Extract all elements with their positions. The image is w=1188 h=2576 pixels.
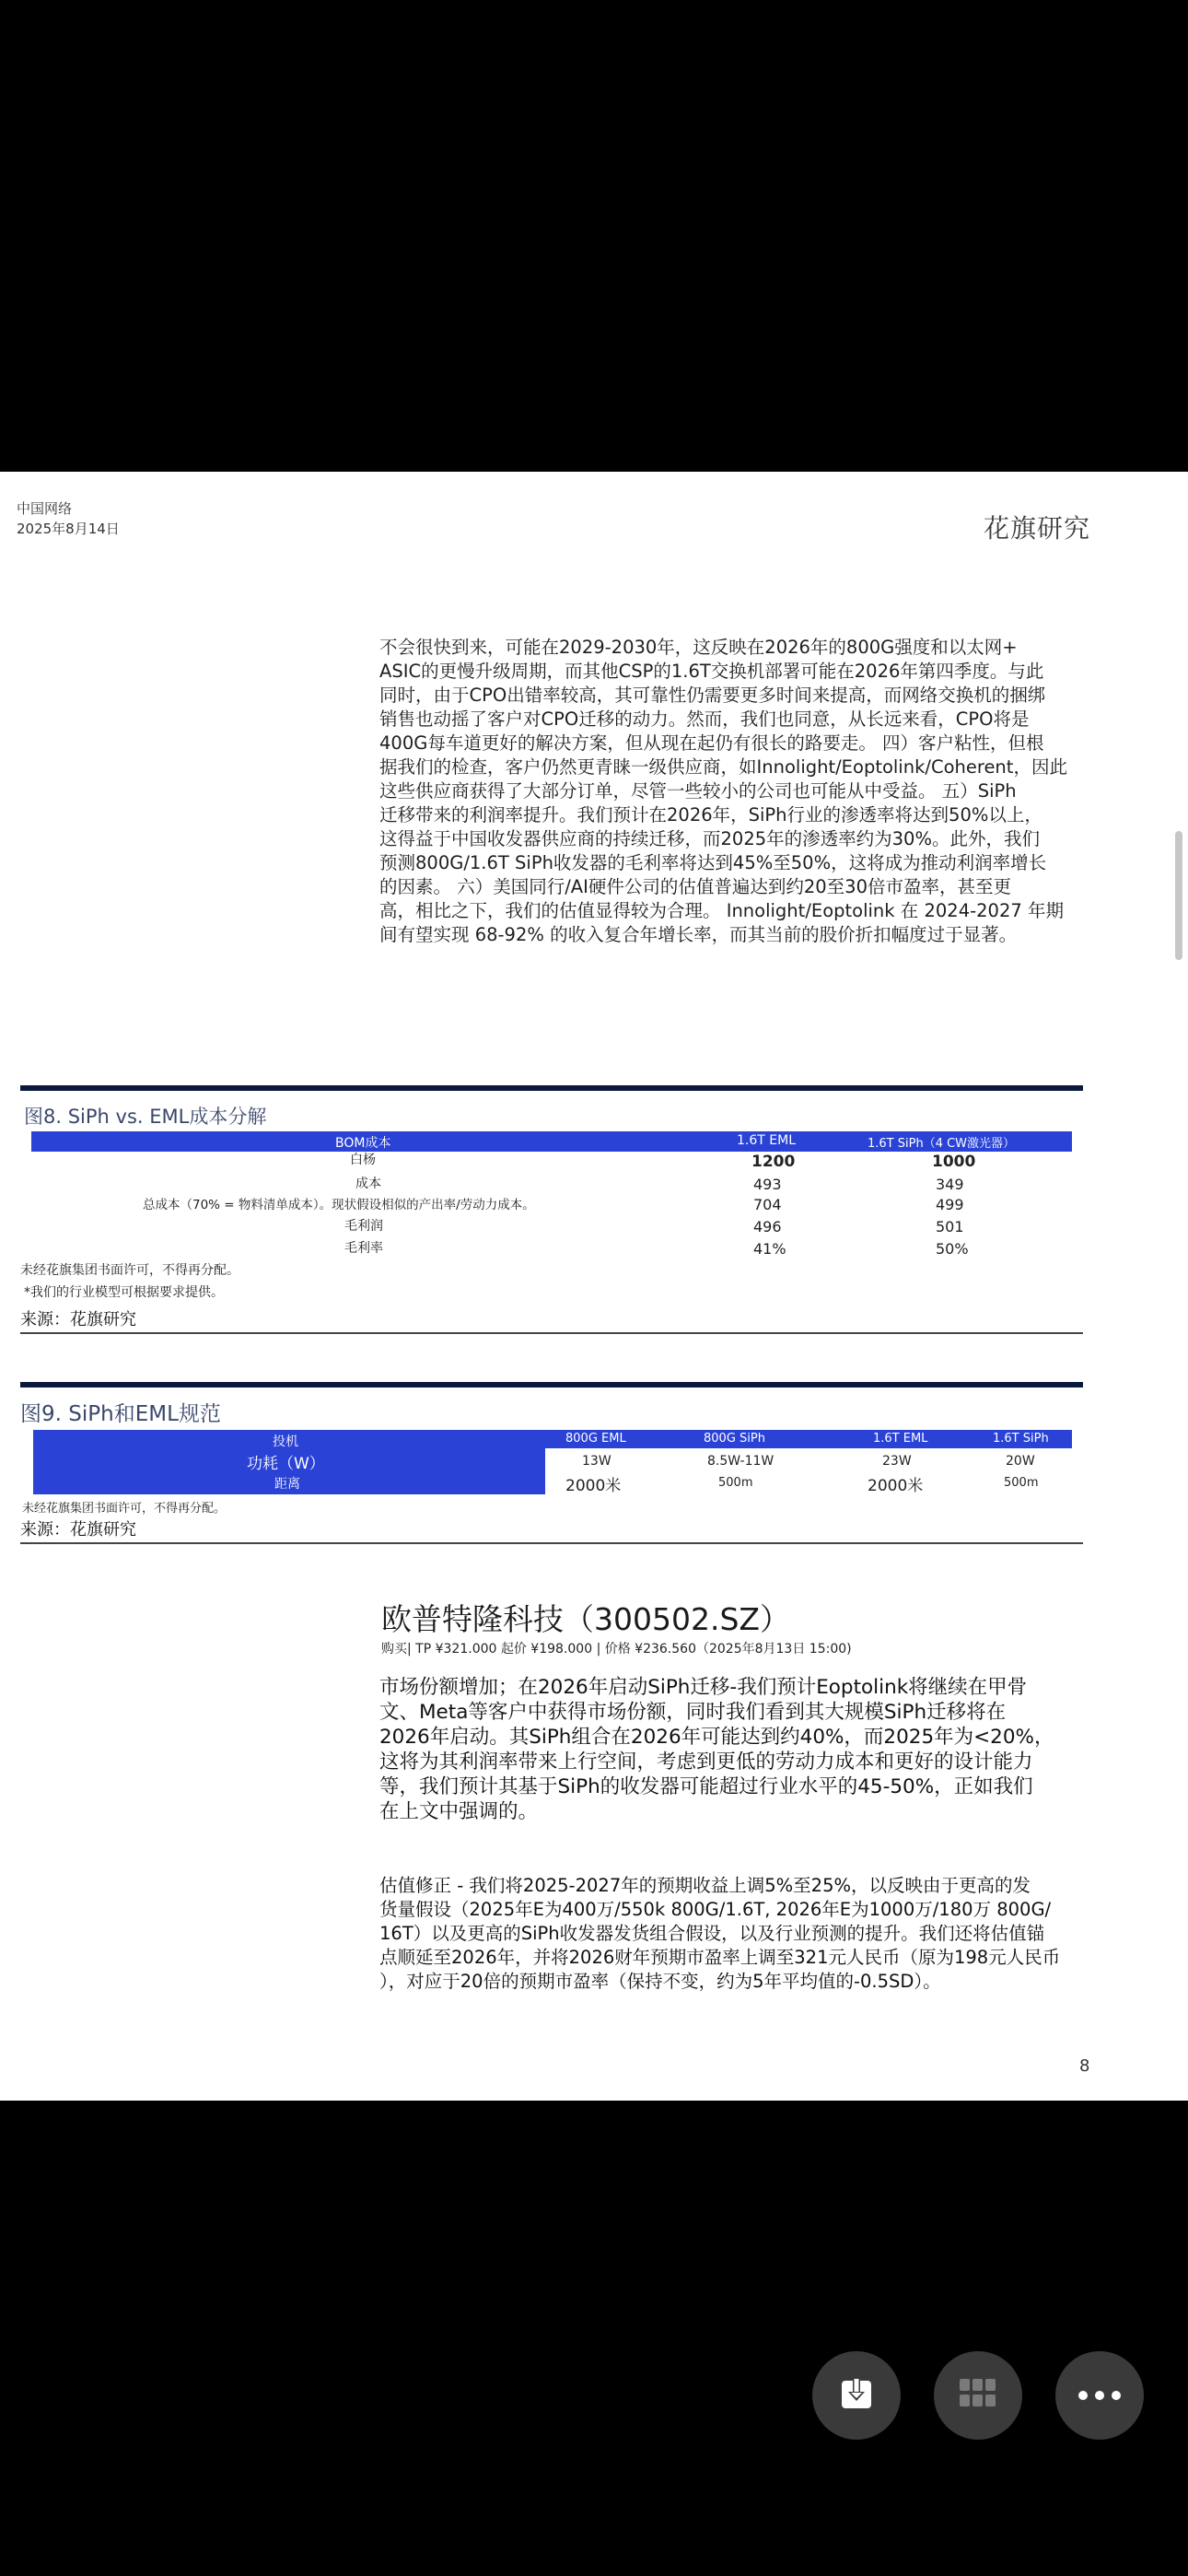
para-line: 点顺延至2026年，并将2026财年预期市盈率上调至321元人民币（原为198元人民币 bbox=[379, 1947, 1061, 1968]
fig9-col-header: 1.6T EML bbox=[873, 1432, 928, 1446]
intro-line: 这得益于中国收发器供应商的持续迁移，而2025年的渗透率约为30%。此外，我们 bbox=[379, 828, 1040, 849]
fig8-source: 来源：花旗研究 bbox=[20, 1310, 136, 1329]
intro-line: 销售也动摇了客户对CPO迁移的动力。然而，我们也同意，从长远来看，CPO将是 bbox=[379, 708, 1030, 730]
intro-line: 同时，由于CPO出错率较高，其可靠性仍需要更多时间来提高，而网络交换机的捆绑 bbox=[379, 685, 1046, 706]
fig8-cell: 1000 bbox=[932, 1153, 976, 1171]
fig9-header-row bbox=[545, 1430, 1072, 1448]
fig9-label-block bbox=[33, 1430, 545, 1494]
fig9-cell: 23W bbox=[882, 1454, 912, 1469]
intro-line: ASIC的更慢升级周期，而其他CSP的1.6T交换机部署可能在2026年第四季度。与此 bbox=[379, 661, 1044, 682]
grid-view-button[interactable] bbox=[934, 2351, 1022, 2440]
company-paragraph-1 bbox=[379, 1675, 1083, 1824]
intro-line: 的因素。 六）美国同行/AI硬件公司的估值普遍达到约20至30倍市盈率，甚至更 bbox=[379, 876, 1011, 897]
fig8-cell: 496 bbox=[753, 1218, 782, 1235]
para-line: 这将为其利润率带来上行空间，考虑到更低的劳动力成本和更好的设计能力 bbox=[379, 1751, 1033, 1774]
fig8-header-row bbox=[31, 1131, 1072, 1152]
fig8-header-siph: 1.6T SiPh（4 CW激光器） bbox=[868, 1137, 1016, 1151]
intro-line: 400G每车道更好的解决方案，但从现在起仍有很长的路要走。 四）客户粘性，但根 bbox=[379, 732, 1044, 754]
para-line: 在上文中强调的。 bbox=[379, 1800, 539, 1823]
fig8-cell: 501 bbox=[936, 1218, 964, 1235]
fig9-col-header: 800G SiPh bbox=[704, 1432, 765, 1446]
header-source: 中国网络 bbox=[17, 500, 73, 517]
document-page bbox=[0, 472, 1188, 2101]
para-line: 等，我们预计其基于SiPh的收发器可能超过行业水平的45-50%，正如我们 bbox=[379, 1775, 1033, 1798]
brand-logo: 花旗研究 bbox=[984, 513, 1091, 544]
intro-line: 不会很快到来，可能在2029-2030年，这反映在2026年的800G强度和以太网+ bbox=[379, 637, 1018, 658]
fig8-header-eml: 1.6T EML bbox=[737, 1133, 796, 1148]
fig8-row-label: 毛利率 bbox=[344, 1241, 383, 1256]
fig8-note: 未经花旗集团书面许可，不得再分配。 bbox=[20, 1263, 239, 1278]
fig8-header-bom: BOM成本 bbox=[335, 1136, 391, 1151]
fig8-row-label: 白杨 bbox=[350, 1153, 376, 1167]
intro-line: 据我们的检查，客户仍然更青睐一级供应商，如Innolight/Eoptolink/Coherent，因此 bbox=[379, 756, 1067, 778]
fig8-cell: 1200 bbox=[751, 1153, 796, 1171]
para-line: 文、Meta等客户中获得市场份额，同时我们看到其大规模SiPh迁移将在 bbox=[379, 1701, 1007, 1724]
fig8-cell: 493 bbox=[753, 1176, 782, 1193]
fig9-source: 来源：花旗研究 bbox=[20, 1520, 136, 1540]
fig9-title: 图9. SiPh和EML规范 bbox=[20, 1402, 221, 1426]
intro-paragraph bbox=[379, 636, 1079, 947]
download-icon bbox=[834, 2371, 879, 2419]
fig9-cell: 2000米 bbox=[565, 1477, 622, 1495]
fig8-title: 图8. SiPh vs. EML成本分解 bbox=[24, 1106, 267, 1128]
fig9-cell: 20W bbox=[1006, 1454, 1035, 1469]
intro-line: 这些供应商获得了大部分订单，尽管一些较小的公司也可能从中受益。 五）SiPh bbox=[379, 780, 1017, 802]
fig9-row-label: 投机 bbox=[273, 1434, 298, 1449]
fig9-cell: 13W bbox=[582, 1454, 611, 1469]
company-title: 欧普特隆科技（300502.SZ） bbox=[381, 1601, 791, 1637]
scrollbar-thumb[interactable] bbox=[1175, 831, 1182, 960]
fig8-cell: 349 bbox=[936, 1176, 964, 1193]
para-line: 16T）以及更高的SiPh收发器发货组合假设，以及行业预测的提升。我们还将估值锚 bbox=[379, 1923, 1045, 1944]
fig8-row-label: 毛利润 bbox=[344, 1219, 383, 1234]
page-number: 8 bbox=[1079, 2056, 1090, 2076]
fig9-cell: 2000米 bbox=[868, 1477, 924, 1495]
fig8-row-label: 成本 bbox=[355, 1177, 381, 1191]
fig8-cell: 41% bbox=[753, 1240, 786, 1258]
fig9-top-rule bbox=[20, 1382, 1083, 1388]
company-paragraph-2 bbox=[379, 1874, 1083, 1994]
para-line: 2026年启动。其SiPh组合在2026年可能达到约40%，而2025年为<20%， bbox=[379, 1726, 1054, 1749]
fig9-row-label: 功耗（W） bbox=[247, 1455, 325, 1473]
intro-line: 高，相比之下，我们的估值显得较为合理。 Innolight/Eoptolink 在 2024-2027 年期 bbox=[379, 900, 1064, 921]
fig9-note: 未经花旗集团书面许可，不得再分配。 bbox=[22, 1502, 227, 1516]
fig8-cell: 499 bbox=[936, 1196, 964, 1213]
fig9-col-header: 800G EML bbox=[565, 1432, 626, 1446]
fig8-cell: 50% bbox=[936, 1240, 969, 1258]
fig9-row-label: 距离 bbox=[274, 1477, 300, 1492]
fig8-row-label: 总成本（70% = 物料清单成本）。现状假设相似的产出率/劳动力成本。 bbox=[143, 1198, 535, 1212]
fig9-cell: 500m bbox=[718, 1476, 753, 1490]
fig8-bottom-rule bbox=[20, 1332, 1083, 1334]
more-icon bbox=[1077, 2387, 1122, 2405]
grid-icon bbox=[958, 2377, 998, 2414]
fig8-cell: 704 bbox=[753, 1196, 782, 1213]
company-rating-line: 购买| TP ¥321.000 起价 ¥198.000 | 价格 ¥236.560（2025年8月13日 15:00) bbox=[381, 1642, 852, 1657]
download-button[interactable] bbox=[812, 2351, 901, 2440]
para-line: ），对应于20倍的预期市盈率（保持不变，约为5年平均值的-0.5SD）。 bbox=[379, 1971, 941, 1992]
more-options-button[interactable] bbox=[1055, 2351, 1144, 2440]
intro-line: 预测800G/1.6T SiPh收发器的毛利率将达到45%至50%，这将成为推动利润率增长 bbox=[379, 852, 1047, 873]
para-line: 市场份额增加；在2026年启动SiPh迁移-我们预计Eoptolink将继续在甲骨 bbox=[379, 1676, 1028, 1699]
fig8-note: *我们的行业模型可根据要求提供。 bbox=[24, 1285, 224, 1300]
fig9-col-header: 1.6T SiPh bbox=[993, 1432, 1049, 1446]
fig9-cell: 8.5W-11W bbox=[707, 1454, 775, 1469]
fig8-top-rule bbox=[20, 1085, 1083, 1091]
intro-line: 间有望实现 68-92% 的收入复合年增长率，而其当前的股价折扣幅度过于显著。 bbox=[379, 924, 1018, 945]
fig9-cell: 500m bbox=[1004, 1476, 1039, 1490]
intro-line: 迁移带来的利润率提升。我们预计在2026年，SiPh行业的渗透率将达到50%以上， bbox=[379, 804, 1042, 825]
para-line: 估值修正 - 我们将2025-2027年的预期收益上调5%至25%，以反映由于更高的发 bbox=[379, 1875, 1031, 1896]
fig9-bottom-rule bbox=[20, 1542, 1083, 1544]
header-date: 2025年8月14日 bbox=[17, 521, 120, 537]
para-line: 货量假设（2025年E为400万/550k 800G/1.6T, 2026年E为1000万/180万 800G/ bbox=[379, 1899, 1052, 1920]
